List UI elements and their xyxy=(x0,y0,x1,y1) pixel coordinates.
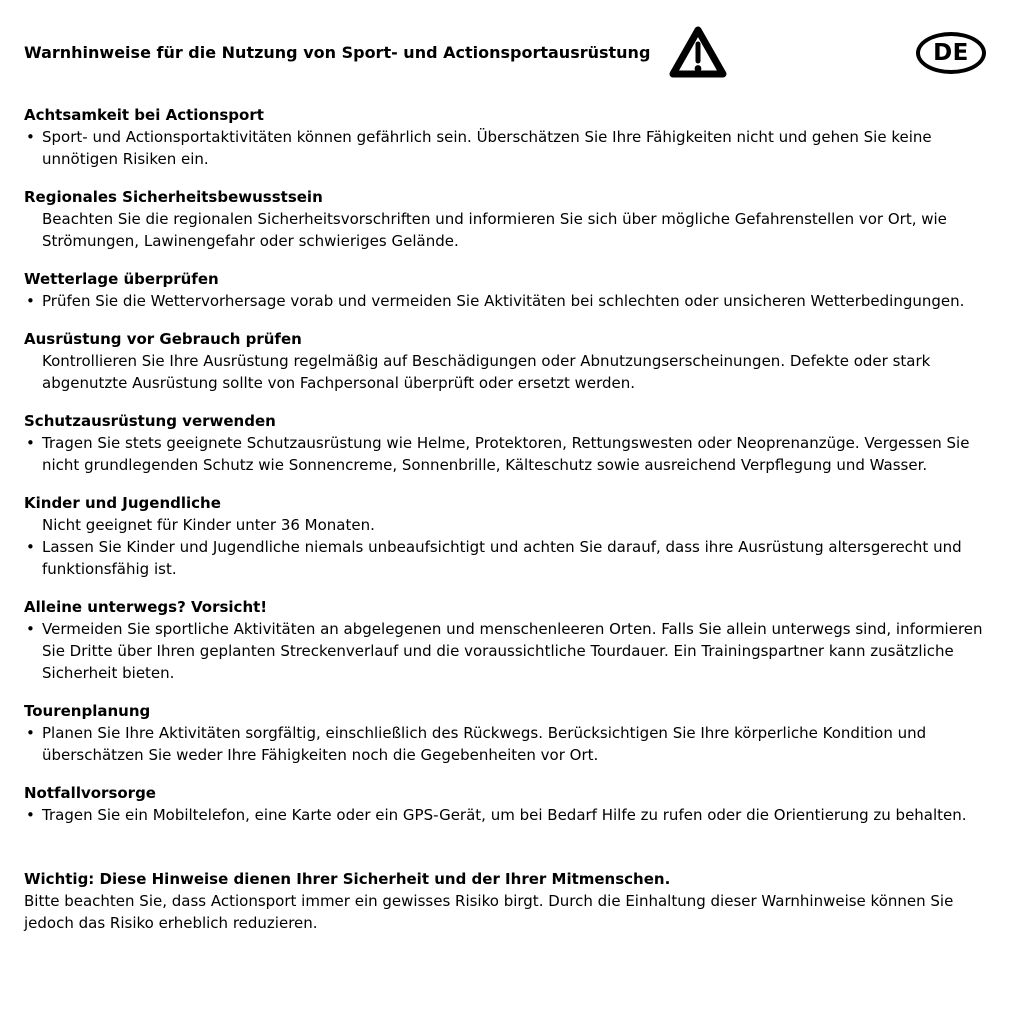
section-heading: Wetterlage überprüfen xyxy=(24,270,219,288)
warning-section xyxy=(24,700,1002,766)
warning-section xyxy=(24,492,1002,580)
bullet-item xyxy=(24,290,1002,312)
language-badge xyxy=(916,32,986,74)
item-text: Nicht geeignet für Kinder unter 36 Monaten. xyxy=(42,516,375,534)
bullet-marker: • xyxy=(26,806,35,824)
item-text: Kontrollieren Sie Ihre Ausrüstung regelmäßig auf Beschädigungen oder Abnutzungserscheinungen. Defekte oder stark abgenutzte Ausrüstung sollte von Fachpersonal überprüft oder ersetzt werden. xyxy=(42,352,931,392)
section-heading: Schutzausrüstung verwenden xyxy=(24,412,276,430)
item-text: Beachten Sie die regionalen Sicherheitsvorschriften und informieren Sie sich über mögliche Gefahrenstellen vor Ort, wie Strömungen, Lawinengefahr oder schwieriges Gelände. xyxy=(42,210,947,250)
bullet-marker: • xyxy=(26,434,35,452)
footer-important-line: Wichtig: Diese Hinweise dienen Ihrer Sicherheit und der Ihrer Mitmenschen. xyxy=(24,870,671,888)
bullet-item xyxy=(24,722,1002,766)
item-text: Tragen Sie ein Mobiltelefon, eine Karte oder ein GPS-Gerät, um bei Bedarf Hilfe zu rufen oder die Orientierung zu behalten. xyxy=(42,806,967,824)
document-title: Warnhinweise für die Nutzung von Sport- und Actionsportausrüstung xyxy=(24,43,651,63)
item-text: Vermeiden Sie sportliche Aktivitäten an abgelegenen und menschenleeren Orten. Falls Sie allein unterwegs sind, informieren Sie Dritte über Ihren geplanten Streckenverlauf und die voraussichtliche Tourdauer. Ein Trainingspartner kann zusätzliche Sicherheit bieten. xyxy=(42,620,983,682)
warning-section xyxy=(24,410,1002,476)
plain-item xyxy=(24,514,1002,536)
section-heading: Alleine unterwegs? Vorsicht! xyxy=(24,598,268,616)
bullet-item xyxy=(24,536,1002,580)
warning-section xyxy=(24,782,1002,826)
bullet-item xyxy=(24,432,1002,476)
plain-item xyxy=(24,350,1002,394)
bullet-marker: • xyxy=(26,538,35,556)
bullet-marker: • xyxy=(26,724,35,742)
section-heading: Notfallvorsorge xyxy=(24,784,156,802)
language-badge-label: DE xyxy=(933,40,969,66)
section-heading: Regionales Sicherheitsbewusstsein xyxy=(24,188,323,206)
warning-section xyxy=(24,328,1002,394)
warning-sections xyxy=(24,104,1002,826)
warning-section xyxy=(24,186,1002,252)
section-heading: Ausrüstung vor Gebrauch prüfen xyxy=(24,330,302,348)
section-heading: Kinder und Jugendliche xyxy=(24,494,221,512)
document-footer xyxy=(24,868,1002,934)
bullet-item xyxy=(24,126,1002,170)
warning-section xyxy=(24,596,1002,684)
warning-section xyxy=(24,268,1002,312)
document-header xyxy=(24,22,1002,84)
bullet-marker: • xyxy=(26,620,35,638)
bullet-marker: • xyxy=(26,292,35,310)
item-text: Tragen Sie stets geeignete Schutzausrüstung wie Helme, Protektoren, Rettungswesten oder Neoprenanzüge. Vergessen Sie nicht grundlegenden Schutz wie Sonnencreme, Sonnenbrille, Kälteschutz sowie ausreichend Verpflegung und Wasser. xyxy=(42,434,970,474)
item-text: Planen Sie Ihre Aktivitäten sorgfältig, einschließlich des Rückwegs. Berücksichtigen Sie Ihre körperliche Kondition und überschätzen Sie weder Ihre Fähigkeiten noch die Gegebenheiten vor Ort. xyxy=(42,724,927,764)
warning-triangle-icon xyxy=(668,23,728,83)
warning-section xyxy=(24,104,1002,170)
footer-text: Bitte beachten Sie, dass Actionsport immer ein gewisses Risiko birgt. Durch die Einhaltung dieser Warnhinweise können Sie jedoch das Risiko erheblich reduzieren. xyxy=(24,892,954,932)
section-heading: Achtsamkeit bei Actionsport xyxy=(24,106,264,124)
item-text: Sport- und Actionsportaktivitäten können gefährlich sein. Überschätzen Sie Ihre Fähigkeiten nicht und gehen Sie keine unnötigen Risiken ein. xyxy=(42,128,932,168)
section-heading: Tourenplanung xyxy=(24,702,151,720)
plain-item xyxy=(24,208,1002,252)
bullet-item xyxy=(24,618,1002,684)
item-text: Lassen Sie Kinder und Jugendliche niemals unbeaufsichtigt und achten Sie darauf, dass ihre Ausrüstung altersgerecht und funktionsfähig ist. xyxy=(42,538,962,578)
bullet-marker: • xyxy=(26,128,35,146)
item-text: Prüfen Sie die Wettervorhersage vorab und vermeiden Sie Aktivitäten bei schlechten oder unsicheren Wetterbedingungen. xyxy=(42,292,965,310)
bullet-item xyxy=(24,804,1002,826)
